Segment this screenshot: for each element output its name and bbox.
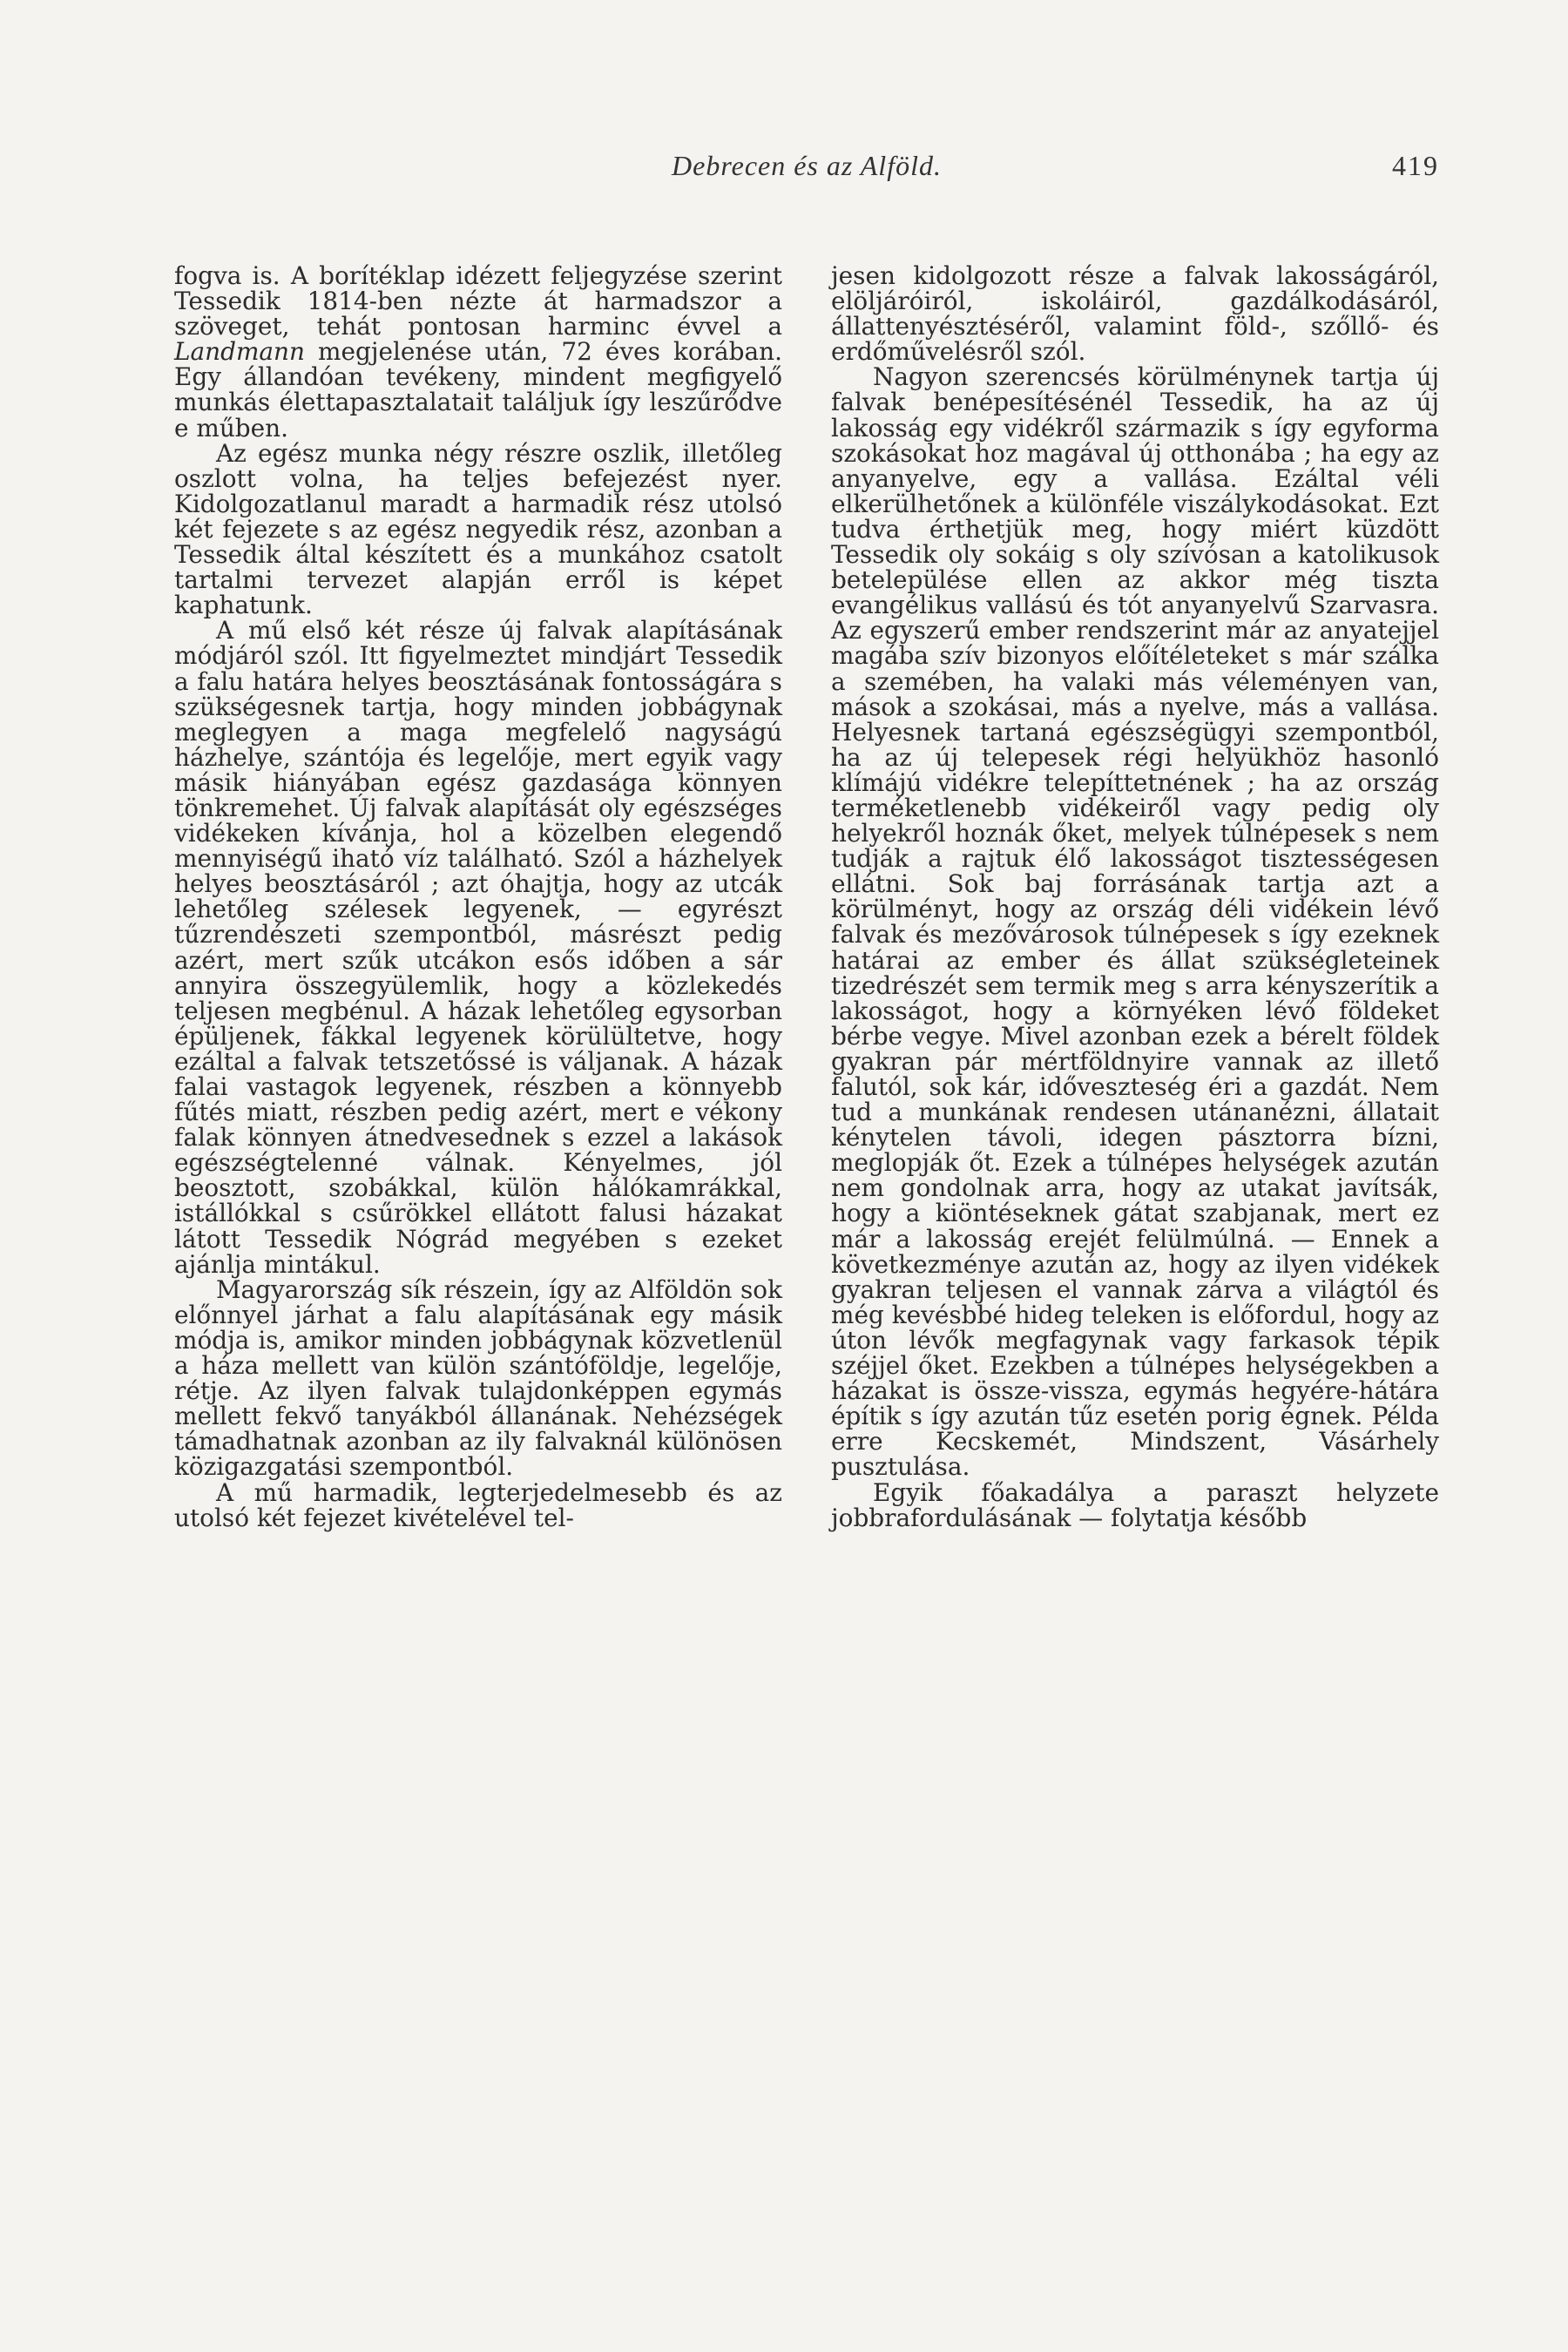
paragraph: A mű harmadik, legterjedelmesebb és az utolsó két fejezet kivételével tel- xyxy=(174,1477,782,1532)
running-title: Debrecen és az Alföld. xyxy=(672,150,942,181)
right-column xyxy=(831,263,1439,1531)
text-run: megjelenése után, 72 éves korában. Egy állandóan tevékeny, mindent megfigyelő munkás élettapasztalatait találjuk így leszűrődve e műben. xyxy=(174,337,782,443)
text-run: fogva is. A borítéklap idézett feljegyzése szerint Tessedik 1814-ben nézte át harmadszor a szöveget, tehát pontosan harminc évvel a xyxy=(174,261,782,341)
italic-title: Landmann xyxy=(174,337,305,367)
paragraph: Egyik főakadálya a paraszt helyzete jobbrafordulásának — folytatja később xyxy=(831,1477,1439,1532)
paragraph: Magyarország sík részein, így az Alföldön sok előnnyel járhat a falu alapításának egy másik módja is, amikor minden jobbágynak közvetlenül a háza mellett van külön szántóföldje, legelője, rétje. Az ilyen falvak tulajdonképpen egymás mellett fekvő tanyákból állanának. Nehézségek támadhatnak azonban az ily falvaknál különösen közigazgatási szempontból. xyxy=(174,1274,782,1482)
paragraph xyxy=(174,263,782,441)
paragraph: Az egész munka négy részre oszlik, illetőleg oszlott volna, ha teljes befejezést nyer. Kidolgozatlanul maradt a harmadik rész utolsó két fejezete s az egész negyedik rész, azonban a Tessedik által készített és a munkához csatolt tartalmi tervezet alapján erről is képet kaphatunk. xyxy=(174,438,782,620)
paragraph: jesen kidolgozott része a falvak lakosságáról, elöljáróiról, iskoláiról, gazdálkodásáról, állattenyésztéséről, valamint föld-, szőllő- és erdőművelésről szól. xyxy=(831,261,1439,367)
page-number: 419 xyxy=(1392,150,1439,181)
paragraph: A mű első két része új falvak alapításának módjáról szól. Itt figyelmeztet mindjárt Tessedik a falu határa helyes beosztásának fontosságára s szükségesnek tartja, hogy minden jobbágynak meglegyen a maga megfelelő nagyságú házhelye, szántója és legelője, mert egyik vagy másik hiányában egész gazdasága könnyen tönkremehet. Új falvak alapítását oly egészséges vidékeken kívánja, hol a közelben elegendő mennyiségű iható víz található. Szól a házhelyek helyes beosztásáról ; azt óhajtja, hogy az utcák lehetőleg szélesek legyenek, — egyrészt tűzrendészeti szempontból, másrészt pedig azért, mert szűk utcákon esős időben a sár annyira összegyülemlik, hogy a közlekedés teljesen megbénul. A házak lehetőleg egysorban épüljenek, fákkal legyenek körülültetve, hogy ezáltal a falvak tetszetőssé is váljanak. A házak falai vastagok legyenek, részben a könnyebb fűtés miatt, részben pedig azért, mert e vékony falak könnyen átnedvesednek s ezzel a lakások egészségtelenné válnak. Kényelmes, jól beosztott, szobákkal, külön hálókamrákkal, istállókkal s csűrökkel ellátott falusi házakat látott Tessedik Nógrád megyében s ezeket ajánlja mintákul. xyxy=(174,616,782,1279)
paragraph: Nagyon szerencsés körülménynek tartja új falvak benépesítésénél Tessedik, ha az új lakosság egy vidékről származik s így egyforma szokásokat hoz magával új otthonába ; ha egy az anyanyelve, egy a vallása. Ezáltal véli elkerülhetőnek a különféle viszálykodásokat. Ezt tudva érthetjük meg, hogy miért küzdött Tessedik oly sokáig s oly szívósan a katolikusok betelepülése ellen az akkor még tiszta evangélikus vallású és tót anyanyelvű Szarvasra. Az egyszerű ember rendszerint már az anyatejjel magába szív bizonyos előítéleteket s már szálka a szemében, ha valaki más véleményen van, mások a szokásai, más a nyelve, más a vallása. Helyesnek tartaná egészségügyi szempontból, ha az új telepesek régi helyükhöz hasonló klímájú vidékre telepíttetnének ; ha az ország terméketlenebb vidékeiről vagy pedig oly helyekről hoznák őket, melyek túlnépesek s nem tudják a rajtuk élő lakosságot tisztességesen ellátni. Sok baj forrásának tartja azt a körülményt, hogy az ország déli vidékein lévő falvak és mezővárosok túlnépesek s így ezeknek határai az ember és állat szükségleteinek tizedrészét sem termik meg s arra kényszerítik a lakosságot, hogy a környéken lévő földeket bérbe vegye. Mivel azonban ezek a bérelt földek gyakran pár mértföldnyire vannak az illető falutól, sok kár, időveszteség éri a gazdát. Nem tud a munkának rendesen utánanézni, állatait kénytelen távoli, idegen pásztorra bízni, meglopják őt. Ezek a túlnépes helységek azután nem gondolnak arra, hogy az utakat javítsák, hogy a kiöntéseknek gátat szabjanak, mert ez már a lakosság erejét felülmúlná. — Ennek a következménye azután az, hogy az ilyen vidékek gyakran teljesen el vannak zárva a világtól és még kevésbbé hideg teleken is előfordul, hogy az úton lévők megfagynak vagy farkasok tépik széjjel őket. Ezekben a túlnépes helységekben a házakat is össze-vissza, egymás hegyére-hátára építik s így azután tűz esetén porig égnek. Példa erre Kecskemét, Mindszent, Vásárhely pusztulása. xyxy=(831,362,1439,1482)
page-header xyxy=(174,150,1439,193)
left-column xyxy=(174,263,782,1531)
